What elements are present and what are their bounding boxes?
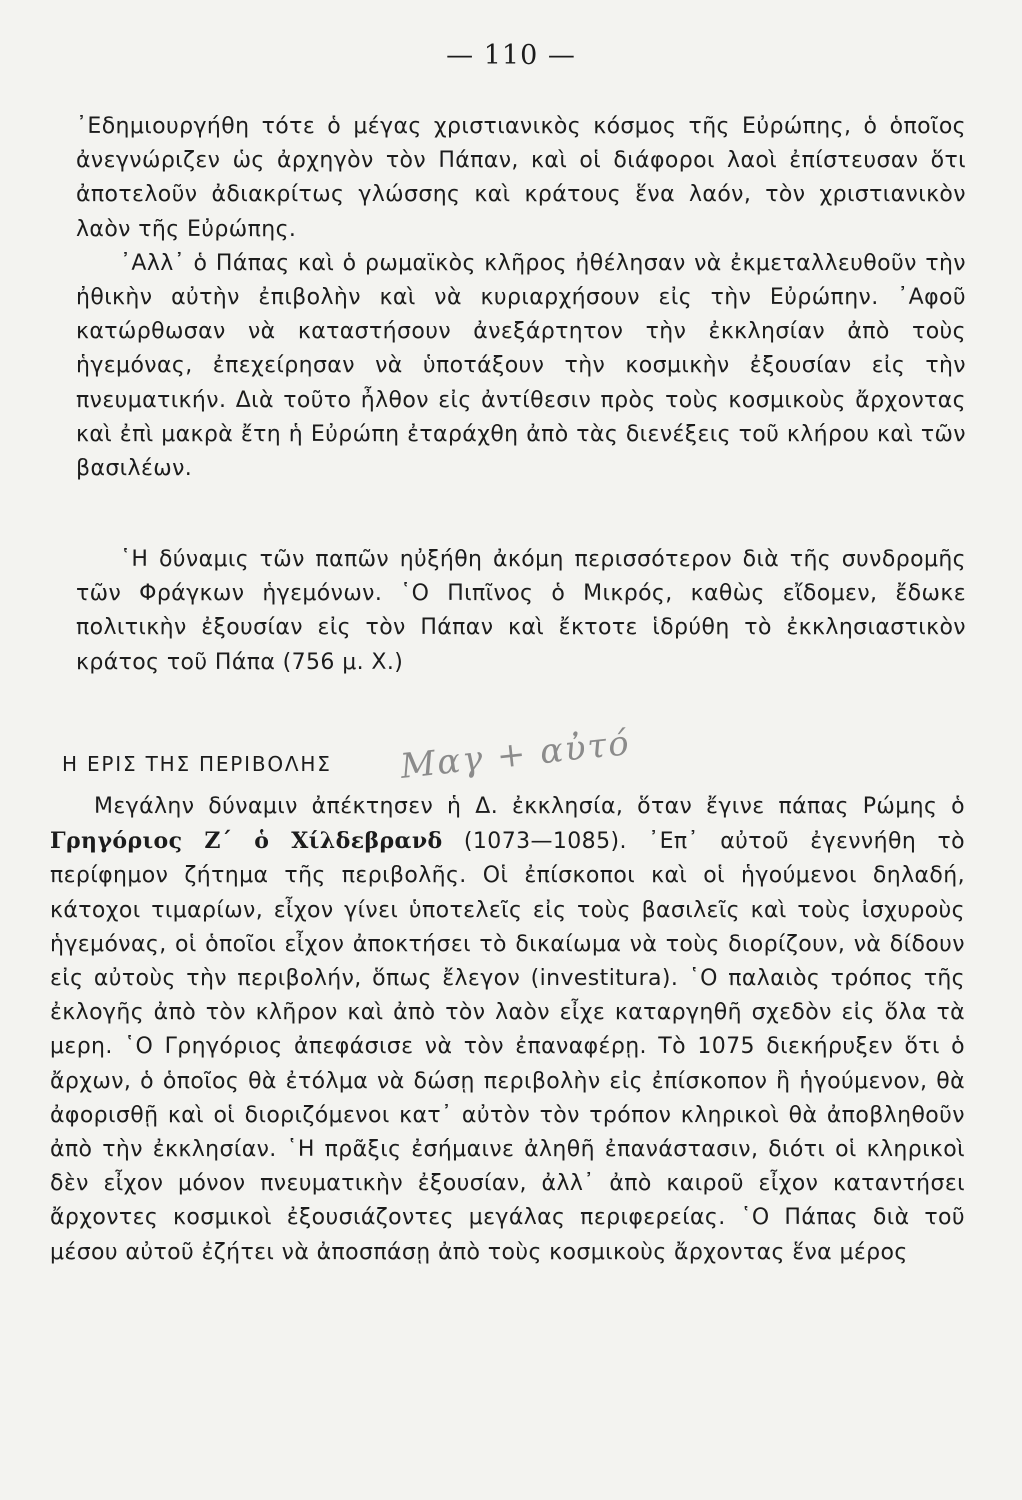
paragraph-2-text: ῾Η δύναμις τῶν παπῶν ηὐξήθη ἀκόμη περισσότερον διὰ τῆς συνδρομῆς τῶν Φράγκων ἡγεμόνων. ῾Ο Πιπῖνος ὁ Μικρός, καθὼς εἴδομεν, ἔδωκε πολιτικὴν ἐξουσίαν εἰς τὸν Πάπαν καὶ ἔκτοτε ἱδρύθη τὸ ἐκκλησιαστικὸν κράτος τοῦ Πάπα (756 μ. Χ.) xyxy=(76,547,966,675)
pope-name-bold: Γρηγόριος Ζ΄ ὁ Χίλδεβρανδ xyxy=(50,828,443,855)
paragraph-3-after: (1073—1085). ᾿Επ᾿ αὐτοῦ ἐγεννήθη τὸ περίφημον ζήτημα τῆς περιβολῆς. Οἱ ἐπίσκοποι καὶ οἱ ἡγούμενοι δηλαδή, κάτοχοι τιμαρίων, εἶχον γίνει ὑποτελεῖς εἰς τοὺς βασιλεῖς καὶ τοὺς ἰσχυροὺς ἡγεμόνας, οἱ ὁποῖοι εἶχον ἀποκτήσει τὸ δικαίωμα νὰ τοὺς διορίζουν, νὰ δίδουν εἰς αὐτοὺς τὴν περιβολήν, ὅπως ἔλεγον (investitura). ῾Ο παλαιὸς τρόπος τῆς ἐκλογῆς ἀπὸ τὸν κλῆρον καὶ ἀπὸ τὸν λαὸν εἶχε καταργηθῆ σχεδὸν εἰς ὅλα τὰ μερη. ῾Ο Γρηγόριος ἀπεφάσισε νὰ τὸν ἐπαναφέρῃ. Τὸ 1075 διεκήρυξεν ὅτι ὁ ἄρχων, ὁ ὁποῖος θὰ ἐτόλμα νὰ δώσῃ περιβολὴν εἰς ἐπίσκοπον ἢ ἡγούμενον, θὰ ἀφορισθῇ καὶ οἱ διοριζόμενοι κατ᾿ αὐτὸν τὸν τρόπον κληρικοὶ θὰ ἀποβληθοῦν ἀπὸ τὴν ἐκκλησίαν. ῾Η πρᾶξις ἐσήμαινε ἀληθῆ ἐπανάστασιν, διότι οἱ κληρικοὶ δὲν εἶχον μόνον πνευματικὴν ἐξουσίαν, ἀλλ᾿ ἀπὸ καιροῦ εἶχον καταντήσει ἄρχοντες κοσμικοὶ ἐξουσιάζοντες μεγάλας περιφερείας. ῾Ο Πάπας διὰ τοῦ μέσου αὐτοῦ ἐζήτει νὰ ἀποσπάσῃ ἀπὸ τοὺς κοσμικοὺς ἄρχοντας ἕνα μέρος xyxy=(50,829,965,1265)
section-heading: Η ΕΡΙΣ ΤΗΣ ΠΕΡΙΒΟΛΗΣ xyxy=(62,752,332,776)
page-number: — 110 — xyxy=(446,40,576,71)
paragraph-christian-world xyxy=(76,110,966,247)
paragraph-papal-ambition xyxy=(76,247,966,486)
text-section-3 xyxy=(50,790,965,1270)
text-section-2 xyxy=(76,543,966,680)
handwritten-note: Μαγ + αὐτό xyxy=(398,723,633,787)
paragraph-1b-text: ᾿Αλλ᾿ ὁ Πάπας καὶ ὁ ρωμαϊκὸς κλῆρος ἠθέλησαν νὰ ἐκμεταλλευθοῦν τὴν ἠθικὴν αὐτὴν ἐπιβολὴν καὶ νὰ κυριαρχήσουν εἰς τὴν Εὐρώπην. ᾿Αφοῦ κατώρθωσαν νὰ καταστήσουν ἀνεξάρτητον τὴν ἐκκλησίαν ἀπὸ τοὺς ἡγεμόνας, ἐπεχείρησαν νὰ ὑποτάξουν τὴν κοσμικὴν ἐξουσίαν εἰς τὴν πνευματικήν. Διὰ τοῦτο ἦλθον εἰς ἀντίθεσιν πρὸς τοὺς κοσμικοὺς ἄρχοντας καὶ ἐπὶ μακρὰ ἔτη ἡ Εὐρώπη ἐταράχθη ἀπὸ τὰς διενέξεις τοῦ κλήρου καὶ τῶν βασιλέων. xyxy=(76,250,966,482)
text-section-1 xyxy=(76,110,966,486)
paragraph-3-before: Μεγάλην δύναμιν ἀπέκτησεν ἡ Δ. ἐκκλησία, ὅταν ἔγινε πάπας Ρώμης ὁ xyxy=(94,794,965,819)
paragraph-papal-power xyxy=(76,543,966,680)
paragraph-1-text: ᾿Εδημιουργήθη τότε ὁ μέγας χριστιανικὸς κόσμος τῆς Εὐρώπης, ὁ ὁποῖος ἀνεγνώριζεν ὡς ἀρχηγὸν τὸν Πάπαν, καὶ οἱ διάφοροι λαοὶ ἐπίστευσαν ὅτι ἀποτελοῦν ἀδιακρίτως γλώσσης καὶ κράτους ἕνα λαόν, τὸν χριστιανικὸν λαὸν τῆς Εὐρώπης. xyxy=(76,114,966,242)
paragraph-investiture xyxy=(50,790,965,1270)
